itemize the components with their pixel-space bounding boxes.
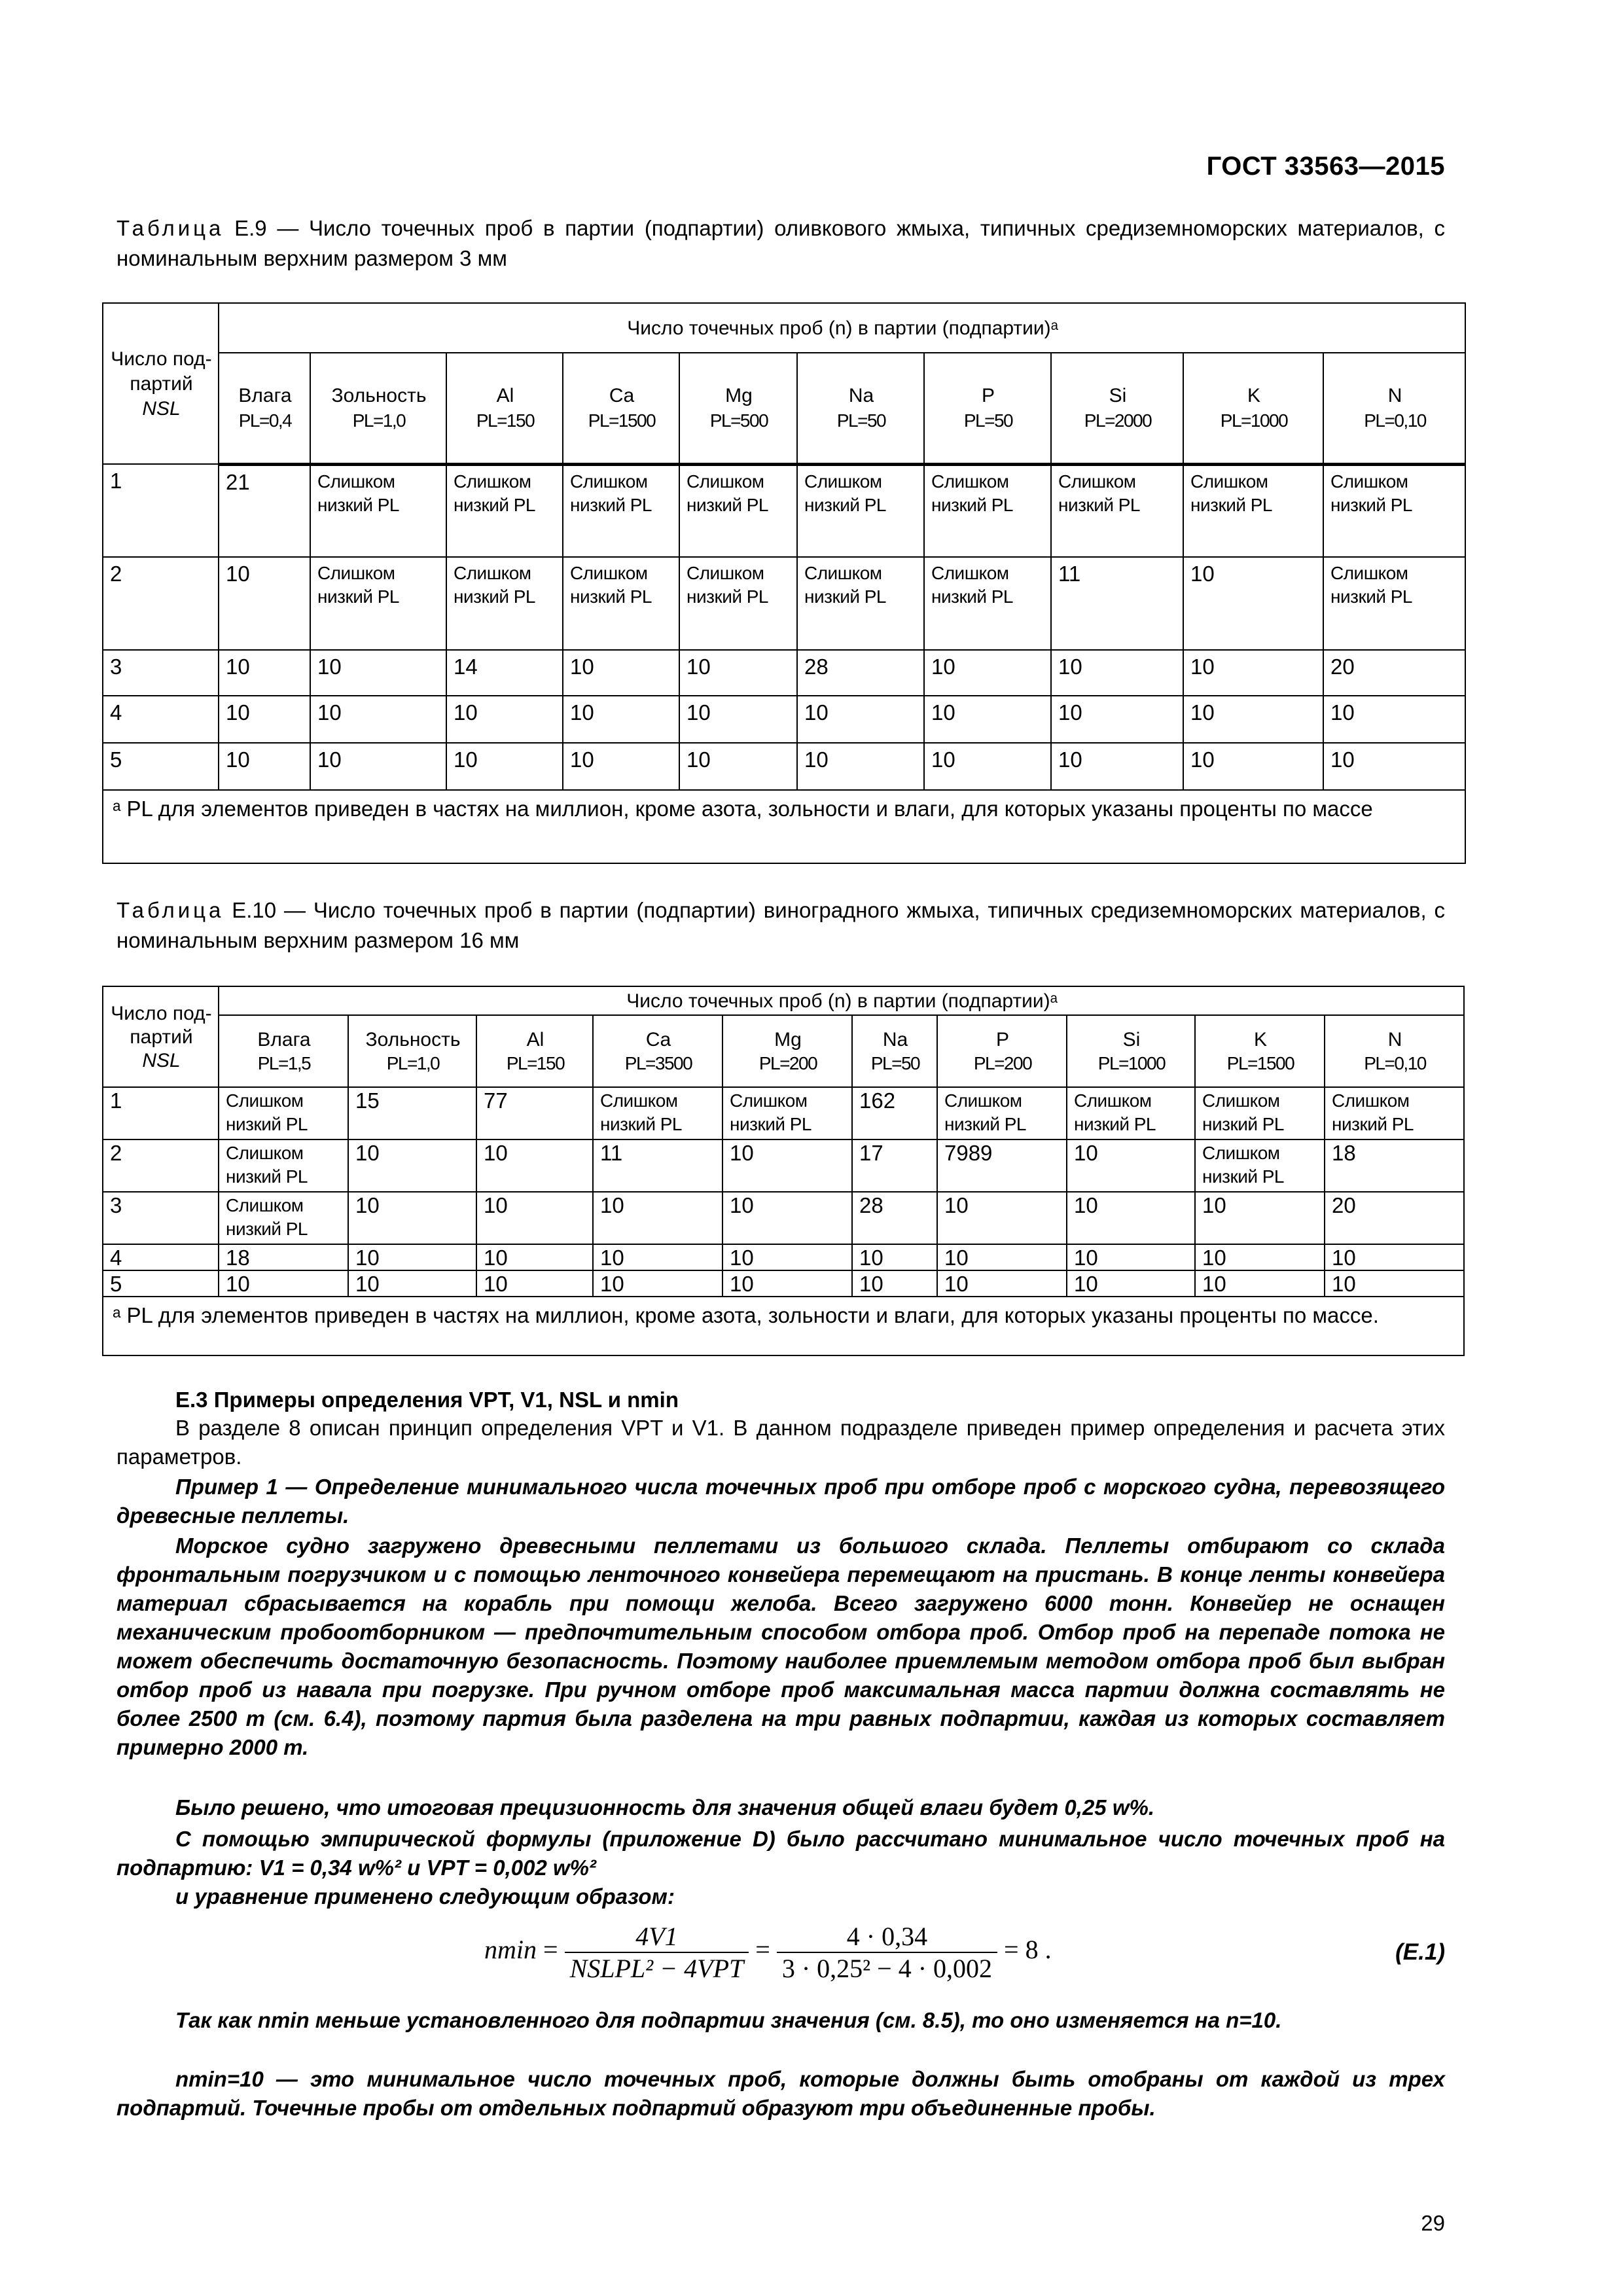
table-cell: 10 <box>476 1139 593 1192</box>
column-pl-value: PL=1000 <box>1097 1053 1166 1073</box>
row-number: 1 <box>103 464 219 557</box>
row-number: 4 <box>103 1244 219 1270</box>
column-name: Si <box>1122 1029 1141 1050</box>
row-number: 1 <box>103 1087 219 1139</box>
column-name: Al <box>496 385 514 407</box>
table-cell: 10 <box>1183 650 1323 696</box>
example-paragraph-6: nmin=10 — это минимальное число точечных проб, которые должны быть отобраны от каждой из трех подпартий. Точечные пробы от отдельных подпартий образуют три объединенные пробы. <box>116 2067 1445 2120</box>
example-paragraph-4: и уравнение применено следующим образом: <box>175 1884 675 1909</box>
table-cell: 10 <box>1067 1244 1195 1270</box>
table-cell: 10 <box>1051 696 1183 743</box>
table-cell: 10 <box>852 1244 937 1270</box>
table-cell: Слишком низкий PL <box>219 1087 348 1139</box>
column-header-3 <box>593 1015 722 1087</box>
table-cell: Слишком низкий PL <box>937 1087 1067 1139</box>
table10-column-headers <box>103 1015 1464 1087</box>
table-cell: 10 <box>679 650 797 696</box>
table-cell: 11 <box>593 1139 722 1192</box>
column-pl-value: PL=1,0 <box>386 1053 440 1073</box>
table-footnote: ᵃ PL для элементов приведен в частях на миллион, кроме азота, зольности и влаги, для которых указаны проценты по массе <box>103 790 1465 863</box>
column-pl-value: PL=150 <box>506 1053 565 1073</box>
table-cell: 10 <box>1195 1192 1325 1244</box>
table-cell: 10 <box>797 743 924 790</box>
formula-numerator-2: 4 · 0,34 <box>777 1921 997 1953</box>
column-pl-value: PL=1,0 <box>352 410 406 431</box>
table-cell: Слишком низкий PL <box>310 464 446 557</box>
table-cell: 10 <box>722 1139 852 1192</box>
table-cell: Слишком низкий PL <box>1067 1087 1195 1139</box>
table-cell: Слишком низкий PL <box>1323 464 1465 557</box>
table-row <box>103 1139 1464 1192</box>
column-header-7 <box>1051 353 1183 464</box>
column-header-7 <box>1067 1015 1195 1087</box>
column-name: N <box>1387 385 1402 407</box>
table-cell: 10 <box>1067 1139 1195 1192</box>
column-pl-value: PL=500 <box>709 410 768 431</box>
table-cell: Слишком низкий PL <box>797 557 924 650</box>
standard-header: ГОСТ 33563—2015 <box>1206 152 1445 181</box>
table-cell: 10 <box>446 696 563 743</box>
table-cell: 10 <box>1195 1270 1325 1297</box>
table-cell: 28 <box>852 1192 937 1244</box>
table-cell: Слишком низкий PL <box>797 464 924 557</box>
column-name: Mg <box>725 385 753 407</box>
table10-corner-label: Число под-партий <box>111 1003 212 1048</box>
column-name: Ca <box>645 1029 671 1050</box>
table-cell: 10 <box>679 696 797 743</box>
table-cell: 77 <box>476 1087 593 1139</box>
table10-caption <box>116 895 1445 956</box>
column-pl-value: PL=1500 <box>1226 1053 1294 1073</box>
table-cell: 10 <box>852 1270 937 1297</box>
row-number: 2 <box>103 1139 219 1192</box>
column-pl-value: PL=1500 <box>588 410 656 431</box>
column-name: Зольность <box>331 385 427 407</box>
table-e10 <box>102 986 1465 1356</box>
table-cell: 10 <box>722 1192 852 1244</box>
column-name: K <box>1247 385 1260 407</box>
table-cell: 10 <box>476 1270 593 1297</box>
table-cell: 7989 <box>937 1139 1067 1192</box>
table9-caption-text: Е.9 — Число точечных проб в партии (подпартии) оливкового жмыха, типичных средиземноморских материалов, с номинальным верхним размером 3 мм <box>116 216 1445 270</box>
column-name: Na <box>848 385 874 407</box>
formula-fraction-symbolic <box>565 1921 749 1984</box>
column-header-8 <box>1183 353 1323 464</box>
table-cell: Слишком низкий PL <box>310 557 446 650</box>
column-name: Влага <box>238 385 292 407</box>
column-name: P <box>981 385 995 407</box>
example-title: Пример 1 — Определение минимального числа точечных проб при отборе проб с морского судна, перевозящего древесные пеллеты. <box>116 1475 1445 1528</box>
table-cell: 10 <box>722 1244 852 1270</box>
table10-group-header: Число точечных проб (n) в партии (подпартии)ᵃ <box>219 986 1464 1015</box>
table-cell: 10 <box>563 696 679 743</box>
column-name: Зольность <box>365 1029 461 1050</box>
column-pl-value: PL=3500 <box>624 1053 692 1073</box>
table9-column-headers <box>103 353 1465 464</box>
table-cell: 10 <box>1051 650 1183 696</box>
table10-corner-symbol: NSL <box>142 1050 181 1071</box>
table-cell: 21 <box>219 464 310 557</box>
table-cell: 10 <box>563 650 679 696</box>
column-pl-value: PL=1,5 <box>257 1053 311 1073</box>
column-name: Al <box>526 1029 544 1050</box>
column-pl-value: PL=2000 <box>1084 410 1152 431</box>
table10-caption-lead: Таблица <box>116 898 224 922</box>
column-name: N <box>1387 1029 1402 1050</box>
page-number: 29 <box>1421 2211 1445 2235</box>
table-cell: 15 <box>348 1087 476 1139</box>
table-cell: 10 <box>219 557 310 650</box>
table10-corner-header <box>103 986 219 1087</box>
column-header-3 <box>563 353 679 464</box>
column-name: K <box>1253 1029 1267 1050</box>
row-number: 4 <box>103 696 219 743</box>
table-row <box>103 1270 1464 1297</box>
table-cell: 10 <box>348 1192 476 1244</box>
column-pl-value: PL=0,4 <box>238 410 292 431</box>
table-cell: Слишком низкий PL <box>1051 464 1183 557</box>
equation-number: (Е.1) <box>1395 1939 1445 1965</box>
table-footnote: ᵃ PL для элементов приведен в частях на миллион, кроме азота, зольности и влаги, для которых указаны проценты по массе. <box>103 1297 1464 1355</box>
column-header-4 <box>722 1015 852 1087</box>
column-header-5 <box>852 1015 937 1087</box>
table9-caption <box>116 213 1445 274</box>
column-header-2 <box>446 353 563 464</box>
section-title: Е.3 Примеры определения VPT, V1, NSL и nmin <box>175 1388 679 1412</box>
table-cell: Слишком низкий PL <box>679 557 797 650</box>
formula-result: = 8 . <box>1004 1935 1052 1965</box>
column-header-0 <box>219 1015 348 1087</box>
equals-sign: = <box>543 1935 565 1965</box>
example-paragraph-2: Было решено, что итоговая прецизионность для значения общей влаги будет 0,25 w%. <box>175 1795 1155 1820</box>
table-cell: 10 <box>797 696 924 743</box>
table-cell: 10 <box>679 743 797 790</box>
table-cell: 28 <box>797 650 924 696</box>
formula-lhs: nmin <box>484 1935 537 1965</box>
table-cell: 10 <box>1183 696 1323 743</box>
table-cell: Слишком низкий PL <box>563 464 679 557</box>
table-cell: 10 <box>1183 743 1323 790</box>
table-cell: Слишком низкий PL <box>679 464 797 557</box>
table-cell: 10 <box>1323 743 1465 790</box>
table-row <box>103 1087 1464 1139</box>
formula-e1 <box>484 1921 1139 1993</box>
table-cell: 10 <box>348 1244 476 1270</box>
table-cell: 10 <box>924 696 1051 743</box>
table-cell: 10 <box>1325 1244 1464 1270</box>
table-cell: 10 <box>1051 743 1183 790</box>
table9-corner-label: Число под-партий <box>111 348 212 395</box>
table-cell: 10 <box>937 1192 1067 1244</box>
table-cell: 20 <box>1323 650 1465 696</box>
table-cell: 10 <box>1325 1270 1464 1297</box>
table-cell: 11 <box>1051 557 1183 650</box>
table-cell: Слишком низкий PL <box>924 464 1051 557</box>
row-number: 3 <box>103 650 219 696</box>
row-number: 3 <box>103 1192 219 1244</box>
column-pl-value: PL=150 <box>476 410 535 431</box>
column-header-1 <box>348 1015 476 1087</box>
table-cell: 10 <box>310 743 446 790</box>
table-cell: 10 <box>310 650 446 696</box>
column-header-6 <box>937 1015 1067 1087</box>
column-header-0 <box>219 353 310 464</box>
column-name: Mg <box>774 1029 802 1050</box>
column-name: Na <box>882 1029 908 1050</box>
table-row <box>103 464 1465 557</box>
formula-numerator-1: 4V1 <box>565 1921 749 1953</box>
table-cell: 20 <box>1325 1192 1464 1244</box>
table-cell: 10 <box>937 1244 1067 1270</box>
column-header-8 <box>1195 1015 1325 1087</box>
table-cell: 10 <box>1323 696 1465 743</box>
column-name: Ca <box>609 385 635 407</box>
example-paragraph-1: Морское судно загружено древесными пеллетами из большого склада. Пеллеты отбирают со склада фронтальным погрузчиком и с помощью ленточного конвейера перемещают на пристань. В конце ленты конвейера материал сбрасывается на корабль при помощи желоба. Всего загружено 6000 тонн. Конвейер не оснащен механическим пробоотборником — предпочтительным способом отбора проб. Отбор проб на перепаде потока не может обеспечить достаточную безопасность. Поэтому наиболее приемлемым методом отбора проб был выбран отбор проб из навала при погрузке. При ручном отборе проб максимальная масса партии должна составлять не более 2500 т (см. 6.4), поэтому партия была разделена на три равных подпартии, каждая из которых составляет примерно 2000 т. <box>116 1534 1445 1759</box>
table10-caption-text: Е.10 — Число точечных проб в партии (подпартии) виноградного жмыха, типичных средиземноморских материалов, с номинальным верхним размером 16 мм <box>116 898 1445 952</box>
table-row <box>103 1244 1464 1270</box>
table-e9 <box>102 302 1466 864</box>
column-name: Влага <box>257 1029 311 1050</box>
column-header-6 <box>924 353 1051 464</box>
table-cell: 10 <box>1067 1192 1195 1244</box>
table-cell: 18 <box>1325 1139 1464 1192</box>
table-cell: 10 <box>219 1270 348 1297</box>
column-pl-value: PL=50 <box>836 410 886 431</box>
table-cell: 10 <box>446 743 563 790</box>
column-pl-value: PL=0,10 <box>1364 410 1426 431</box>
column-header-2 <box>476 1015 593 1087</box>
example-paragraph-3: С помощью эмпирической формулы (приложение D) было рассчитано минимальное число точечных проб на подпартию: V1 = 0,34 w%² и VPT = 0,002 w%² <box>116 1827 1445 1880</box>
formula-denominator-2: 3 · 0,25² − 4 · 0,002 <box>781 1954 993 1983</box>
table-cell: Слишком низкий PL <box>722 1087 852 1139</box>
table-row <box>103 1192 1464 1244</box>
table-cell: 10 <box>593 1244 722 1270</box>
table-cell: 10 <box>1067 1270 1195 1297</box>
table-cell: Слишком низкий PL <box>1195 1087 1325 1139</box>
table9-corner-header <box>103 303 219 464</box>
table-cell: 10 <box>310 696 446 743</box>
table-cell: 17 <box>852 1139 937 1192</box>
table-cell: 10 <box>348 1139 476 1192</box>
table-row <box>103 557 1465 650</box>
table-cell: 10 <box>937 1270 1067 1297</box>
table-cell: 10 <box>476 1244 593 1270</box>
table-cell: 10 <box>1183 557 1323 650</box>
table-row <box>103 743 1465 790</box>
table-cell: Слишком низкий PL <box>593 1087 722 1139</box>
table-cell: 10 <box>219 696 310 743</box>
table9-group-header: Число точечных проб (n) в партии (подпартии)ᵃ <box>219 303 1465 353</box>
column-name: P <box>995 1029 1009 1050</box>
table-cell: Слишком низкий PL <box>924 557 1051 650</box>
table-cell: Слишком низкий PL <box>1323 557 1465 650</box>
column-pl-value: PL=200 <box>973 1053 1032 1073</box>
column-pl-value: PL=200 <box>758 1053 817 1073</box>
column-header-4 <box>679 353 797 464</box>
row-number: 5 <box>103 743 219 790</box>
formula-denominator-1: NSLPL² − 4VPT <box>569 1954 744 1983</box>
column-header-5 <box>797 353 924 464</box>
table-cell: Слишком низкий PL <box>446 464 563 557</box>
column-header-9 <box>1323 353 1465 464</box>
table-cell: 10 <box>476 1192 593 1244</box>
table9-corner-symbol: NSL <box>142 398 181 420</box>
table-cell: 10 <box>593 1192 722 1244</box>
table-cell: 10 <box>219 743 310 790</box>
table-cell: 10 <box>722 1270 852 1297</box>
table-cell: Слишком низкий PL <box>1195 1139 1325 1192</box>
table-cell: Слишком низкий PL <box>219 1139 348 1192</box>
table-cell: 10 <box>924 743 1051 790</box>
equals-sign-2: = <box>755 1935 777 1965</box>
column-header-1 <box>310 353 446 464</box>
column-pl-value: PL=50 <box>870 1053 920 1073</box>
table-cell: 10 <box>219 650 310 696</box>
row-number: 2 <box>103 557 219 650</box>
table-cell: Слишком низкий PL <box>563 557 679 650</box>
table-cell: 162 <box>852 1087 937 1139</box>
column-header-9 <box>1325 1015 1464 1087</box>
table-cell: 10 <box>563 743 679 790</box>
column-pl-value: PL=0,10 <box>1364 1053 1426 1073</box>
table-cell: Слишком низкий PL <box>1325 1087 1464 1139</box>
table-row <box>103 650 1465 696</box>
table9-caption-lead: Таблица <box>116 216 224 240</box>
table-cell: 18 <box>219 1244 348 1270</box>
table-cell: 10 <box>924 650 1051 696</box>
column-name: Si <box>1109 385 1127 407</box>
column-pl-value: PL=1000 <box>1220 410 1288 431</box>
table-cell: Слишком низкий PL <box>219 1192 348 1244</box>
example-paragraph-5: Так как nmin меньше установленного для подпартии значения (см. 8.5), то оно изменяется на n=10. <box>175 2008 1282 2032</box>
column-pl-value: PL=50 <box>963 410 1013 431</box>
table-cell: 14 <box>446 650 563 696</box>
table-cell: 10 <box>593 1270 722 1297</box>
table-row <box>103 696 1465 743</box>
table-cell: Слишком низкий PL <box>446 557 563 650</box>
table-cell: 10 <box>348 1270 476 1297</box>
table-cell: 10 <box>1195 1244 1325 1270</box>
table-cell: Слишком низкий PL <box>1183 464 1323 557</box>
row-number: 5 <box>103 1270 219 1297</box>
formula-fraction-numeric <box>777 1921 997 1984</box>
section-intro: В разделе 8 описан принцип определения VPT и V1. В данном подразделе приведен пример определения и расчета этих параметров. <box>116 1416 1445 1469</box>
